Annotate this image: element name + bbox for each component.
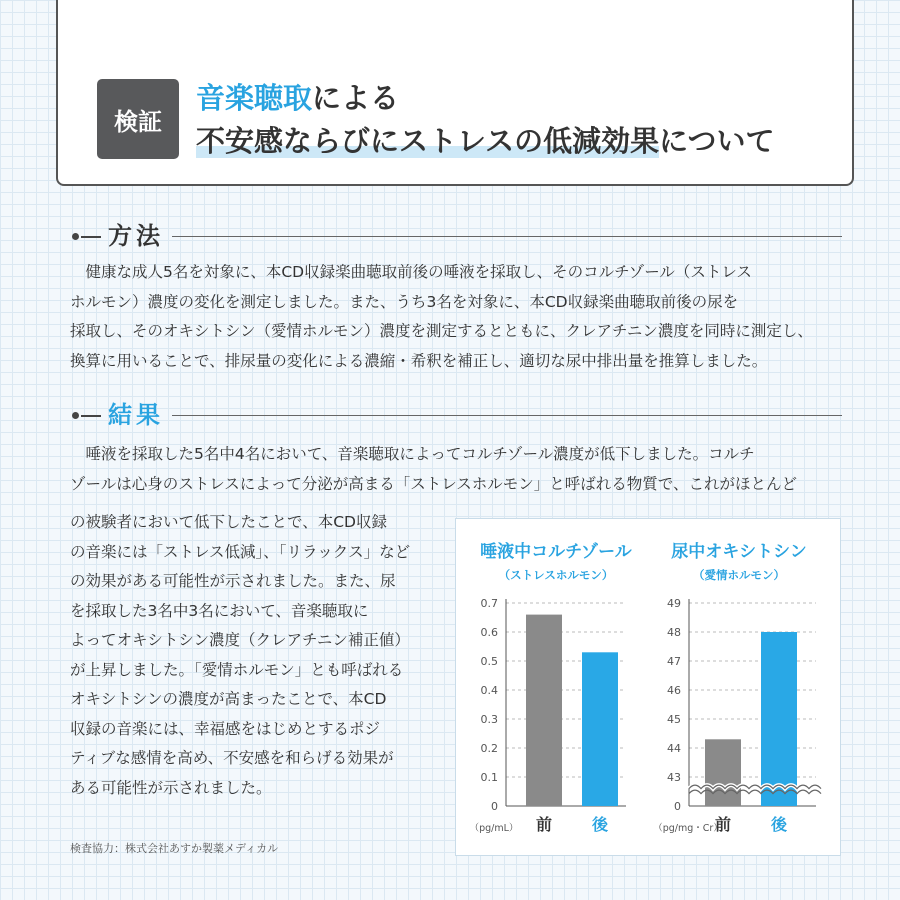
result-line: オキシトシンの濃度が高まったことで、本CD (70, 690, 387, 708)
result-heading (72, 397, 842, 433)
method-paragraph (70, 258, 813, 376)
category-label-before: 前 (714, 815, 732, 834)
bullet-dot-icon (72, 412, 79, 419)
y-tick-label: 48 (667, 626, 681, 639)
result-heading-label: 結果 (108, 401, 164, 429)
result-line: 唾液を採取した5名中4名において、音楽聴取によってコルチゾール濃度が低下しました。コルチ (70, 445, 755, 463)
method-line: 健康な成人5名を対象に、本CD収録楽曲聴取前後の唾液を採取し、そのコルチゾール（ストレス (70, 263, 752, 281)
chart-title: 尿中オキシトシン (671, 542, 807, 562)
y-tick-label: 0.3 (480, 713, 498, 726)
chart-subtitle: （愛情ホルモン） (693, 568, 785, 582)
category-label-after: 後 (591, 815, 609, 834)
result-line: の被験者において低下したことで、本CD収録 (70, 513, 387, 531)
heading-dash (81, 236, 101, 238)
method-line: ホルモン）濃度の変化を測定しました。また、うち3名を対象に、本CD収録楽曲聴取前後の尿を (70, 292, 739, 311)
title-accent: 音楽聴取 (196, 81, 313, 115)
heading-dash (81, 415, 101, 417)
result-line: よってオキシトシン濃度（クレアチニン補正値） (70, 631, 410, 649)
bar-after (582, 652, 618, 806)
bar-before (526, 615, 562, 806)
charts-svg (456, 519, 840, 855)
y-tick-label: 0.7 (480, 597, 498, 610)
bullet-dot-icon (72, 233, 79, 240)
y-tick-label: 0.5 (480, 655, 498, 668)
y-tick-label: 0.1 (480, 771, 498, 784)
bar-before (705, 739, 741, 806)
heading-rule (172, 236, 842, 237)
heading-rule (172, 415, 842, 416)
page-title-line1 (196, 80, 399, 116)
result-paragraph-short (70, 508, 410, 803)
result-line: を採取した3名中3名において、音楽聴取に (70, 601, 369, 620)
result-paragraph-full (70, 440, 797, 499)
unit-label: （pg/mL） (469, 823, 519, 834)
result-line: ある可能性が示されました。 (70, 778, 272, 797)
y-tick-label: 0.2 (480, 742, 498, 755)
y-tick-label: 49 (667, 597, 681, 610)
title-line2-rest: について (659, 124, 775, 158)
y-tick-label: 45 (667, 713, 681, 726)
y-tick-label: 47 (667, 655, 681, 668)
method-heading (72, 218, 842, 254)
result-line: 収録の音楽には、幸福感をはじめとするポジ (70, 719, 381, 738)
result-line: の音楽には「ストレス低減」、「リラックス」など (70, 542, 411, 561)
result-line: ティブな感情を高め、不安感を和らげる効果が (70, 749, 394, 767)
y-tick-label: 46 (667, 684, 681, 697)
y-tick-label: 0.4 (480, 684, 498, 697)
y-tick-label: 44 (667, 742, 681, 755)
chart-title: 唾液中コルチゾール (480, 542, 632, 562)
result-line: の効果がある可能性が示されました。また、尿 (70, 572, 396, 590)
page-title-line2 (196, 123, 775, 159)
title-rest: による (312, 81, 400, 115)
method-line: 換算に用いることで、排尿量の変化による濃縮・希釈を補正し、適切な尿中排出量を推算しました。 (70, 351, 768, 370)
chart-subtitle: （ストレスホルモン） (498, 568, 614, 582)
unit-label: （pg/mg・Cr） (653, 823, 723, 834)
y-tick-label: 0 (491, 800, 498, 813)
category-label-after: 後 (770, 815, 788, 834)
method-heading-label: 方法 (108, 222, 164, 250)
y-tick-label: 0.6 (480, 626, 498, 639)
result-line: ゾールは心身のストレスによって分泌が高まる「ストレスホルモン」と呼ばれる物質で、これがほとんど (70, 474, 797, 493)
result-line: が上昇しました。「愛情ホルモン」とも呼ばれる (70, 660, 404, 679)
credit-text: 検査協力：株式会社あすか製薬メディカル (70, 842, 279, 855)
y-tick-label: 43 (667, 771, 681, 784)
title-highlight: 不安感ならびにストレスの低減効果 (196, 124, 660, 158)
y-tick-label: 0 (674, 800, 681, 813)
verification-badge: 検証 (97, 79, 179, 159)
bar-after (761, 632, 797, 806)
category-label-before: 前 (535, 815, 553, 834)
chart-panel (455, 518, 841, 856)
method-line: 採取し、そのオキシトシン（愛情ホルモン）濃度を測定するとともに、クレアチニン濃度を同時に測定し、 (70, 322, 813, 340)
